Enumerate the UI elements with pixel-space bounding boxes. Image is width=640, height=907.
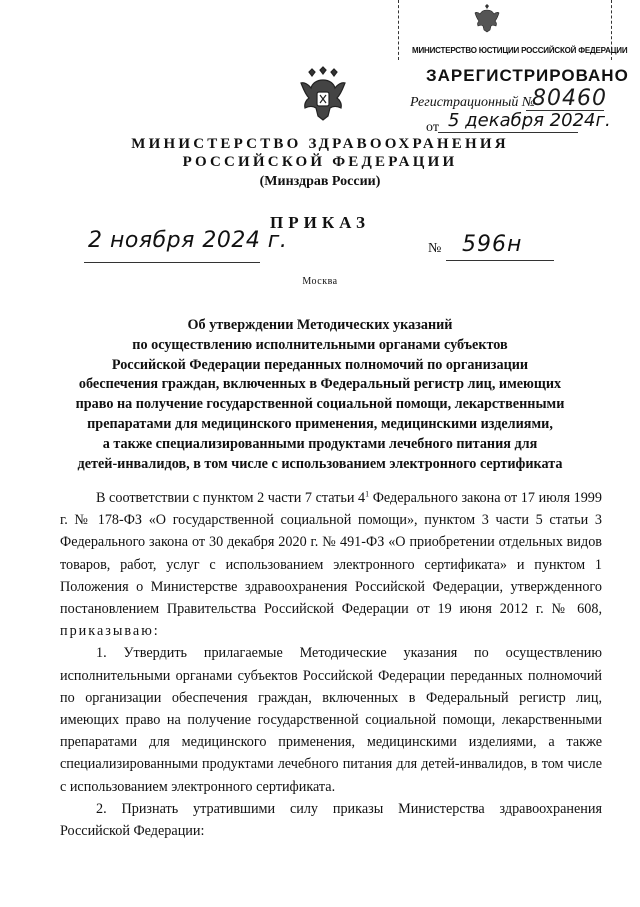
document-title bbox=[40, 316, 600, 474]
order-word: приказываю: bbox=[60, 623, 160, 640]
stamp-date: 5 декабря 2024г. bbox=[448, 110, 611, 131]
stamp-ministry-name: МИНИСТЕРСТВО ЮСТИЦИИ РОССИЙСКОЙ ФЕДЕРАЦИИ bbox=[412, 46, 628, 55]
title-line: по осуществлению исполнительными органами субъектов bbox=[132, 336, 508, 353]
title-line: право на получение государственной социальной помощи, лекарственными bbox=[75, 396, 565, 413]
stamp-reg-number: 80460 bbox=[532, 86, 607, 111]
title-line: Российской Федерации переданных полномочий по организации bbox=[111, 356, 529, 373]
paragraph-preamble bbox=[60, 487, 602, 642]
registration-stamp bbox=[398, 0, 629, 150]
preamble-text-a: В соответствии с пунктом 2 части 7 статьи 4 bbox=[96, 490, 366, 506]
title-line: препаратами для медицинского применения, медицинскими изделиями, bbox=[87, 415, 553, 432]
order-date: 2 ноября 2024 г. bbox=[88, 228, 288, 253]
number-sign: № bbox=[428, 241, 442, 256]
ministry-name-line2: РОССИЙСКОЙ ФЕДЕРАЦИИ bbox=[182, 154, 458, 170]
ministry-short-name: (Минздрав России) bbox=[259, 174, 381, 189]
paragraph-item-2: 2. Признать утратившими силу приказы Министерства здравоохранения Российской Федерации: bbox=[60, 800, 602, 840]
stamp-coat-of-arms-icon bbox=[474, 4, 500, 34]
title-line: Об утверждении Методических указаний bbox=[187, 317, 453, 333]
ministry-name-line1: МИНИСТЕРСТВО ЗДРАВООХРАНЕНИЯ bbox=[131, 136, 509, 152]
preamble-text-b: Федерального закона от 17 июля 1999 г. № 178-ФЗ «О государственной социальной помощи», пунктом 3 части 5 статьи 3 Федерального закона от 30 декабря 2020 г. № 491-ФЗ «О приобретении отдельных видов товаров, работ, услуг с использованием электронного сертификата» и пунктом 1 Положения о Министерстве здравоохранения Российской Федерации, утвержденного постановлением Правительства Российской Федерации от 19 июня 2012 г. № 608, bbox=[60, 490, 602, 618]
coat-of-arms-icon bbox=[298, 66, 348, 122]
stamp-date-underline bbox=[438, 132, 578, 133]
document-body bbox=[60, 487, 602, 842]
order-number: 596н bbox=[462, 232, 523, 257]
title-line: обеспечения граждан, включенных в Федеральный регистр лиц, имеющих bbox=[78, 376, 562, 393]
stamp-reg-number-label: Регистрационный № bbox=[410, 95, 536, 110]
order-title: ПРИКАЗ bbox=[270, 213, 370, 232]
order-number-underline bbox=[446, 260, 554, 261]
title-line: детей-инвалидов, в том числе с использованием электронного сертификата bbox=[77, 455, 563, 472]
title-line: а также специализированными продуктами лечебного питания для bbox=[102, 435, 538, 452]
city: Москва bbox=[302, 276, 338, 287]
paragraph-item-1: 1. Утвердить прилагаемые Методические указания по осуществлению исполнительными органами субъектов Российской Федерации переданных полномочий по организации обеспечения граждан, включенных в Федеральный регистр лиц, имеющих право на получение государственной социальной помощи, лекарственными препаратами для медицинского применения, медицинскими изделиями, а также специализированными продуктами лечебного питания для детей-инвалидов, в том числе с использованием электронного сертификата. bbox=[60, 645, 602, 795]
stamp-registered-label: ЗАРЕГИСТРИРОВАНО bbox=[426, 66, 629, 85]
superscript: 1 bbox=[365, 489, 370, 499]
order-date-underline bbox=[84, 262, 260, 263]
stamp-date-prefix: от bbox=[426, 120, 439, 135]
